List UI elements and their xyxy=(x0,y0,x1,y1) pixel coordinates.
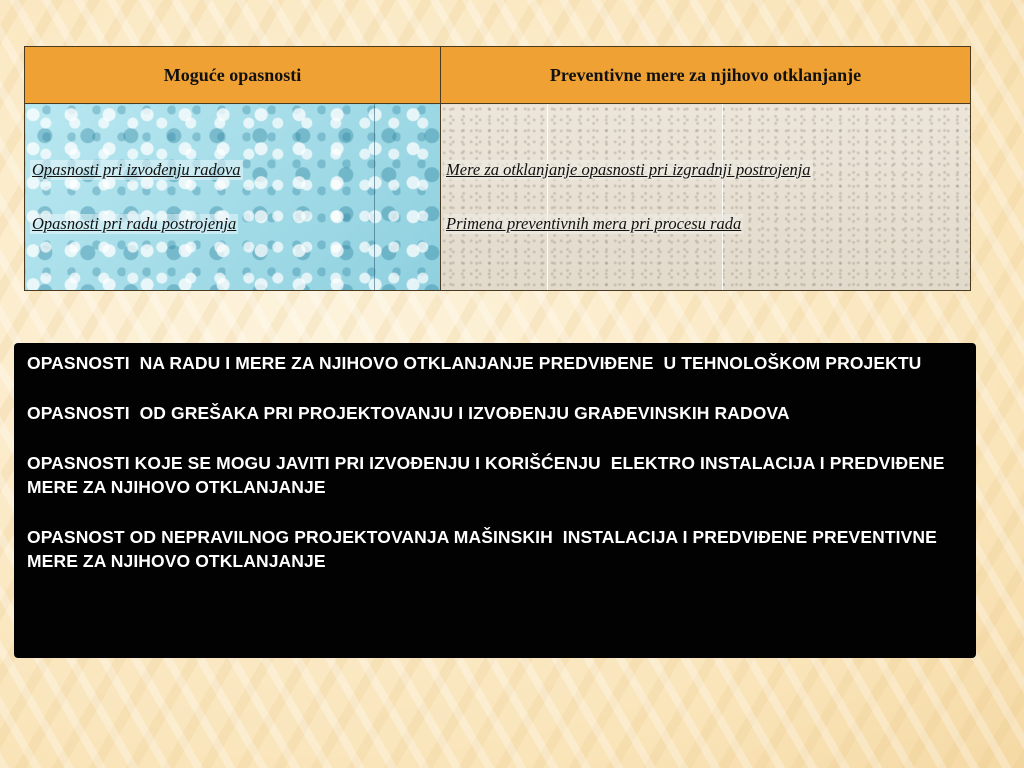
link-measures-plant-construction[interactable]: Mere za otklanjanje opasnosti pri izgradnji postrojenja xyxy=(446,160,811,179)
hazards-table xyxy=(24,46,971,291)
header-preventive-measures: Preventivne mere za njihovo otklanjanje xyxy=(441,47,971,104)
hazards-info-box xyxy=(14,343,976,658)
link-hazards-during-works[interactable]: Opasnosti pri izvođenju radova xyxy=(32,160,241,179)
info-paragraph: OPASNOSTI KOJE SE MOGU JAVITI PRI IZVOĐENJU I KORIŠĆENJU ELEKTRO INSTALACIJA I PREDVIĐENE MERE ZA NJIHOVO OTKLANJANJE xyxy=(27,453,950,497)
cell-divider xyxy=(547,104,548,290)
cell-divider xyxy=(722,104,723,290)
table-body-row xyxy=(25,104,971,291)
hazards-cell xyxy=(25,104,441,291)
info-paragraph: OPASNOSTI OD GREŠAKA PRI PROJEKTOVANJU I IZVOĐENJU GRAĐEVINSKIH RADOVA xyxy=(27,403,790,423)
cell-divider xyxy=(374,104,375,290)
info-paragraph: OPASNOST OD NEPRAVILNOG PROJEKTOVANJA MAŠINSKIH INSTALACIJA I PREDVIĐENE PREVENTIVNE MERE ZA NJIHOVO OTKLANJANJE xyxy=(27,527,942,571)
measures-cell xyxy=(441,104,971,291)
header-possible-hazards: Moguće opasnosti xyxy=(25,47,441,104)
link-preventive-measures-work-process[interactable]: Primena preventivnih mera pri procesu rada xyxy=(446,214,742,233)
table-header-row xyxy=(25,47,971,104)
info-paragraph: OPASNOSTI NA RADU I MERE ZA NJIHOVO OTKLANJANJE PREDVIĐENE U TEHNOLOŠKOM PROJEKTU xyxy=(27,353,922,373)
link-hazards-during-plant-operation[interactable]: Opasnosti pri radu postrojenja xyxy=(32,214,237,233)
